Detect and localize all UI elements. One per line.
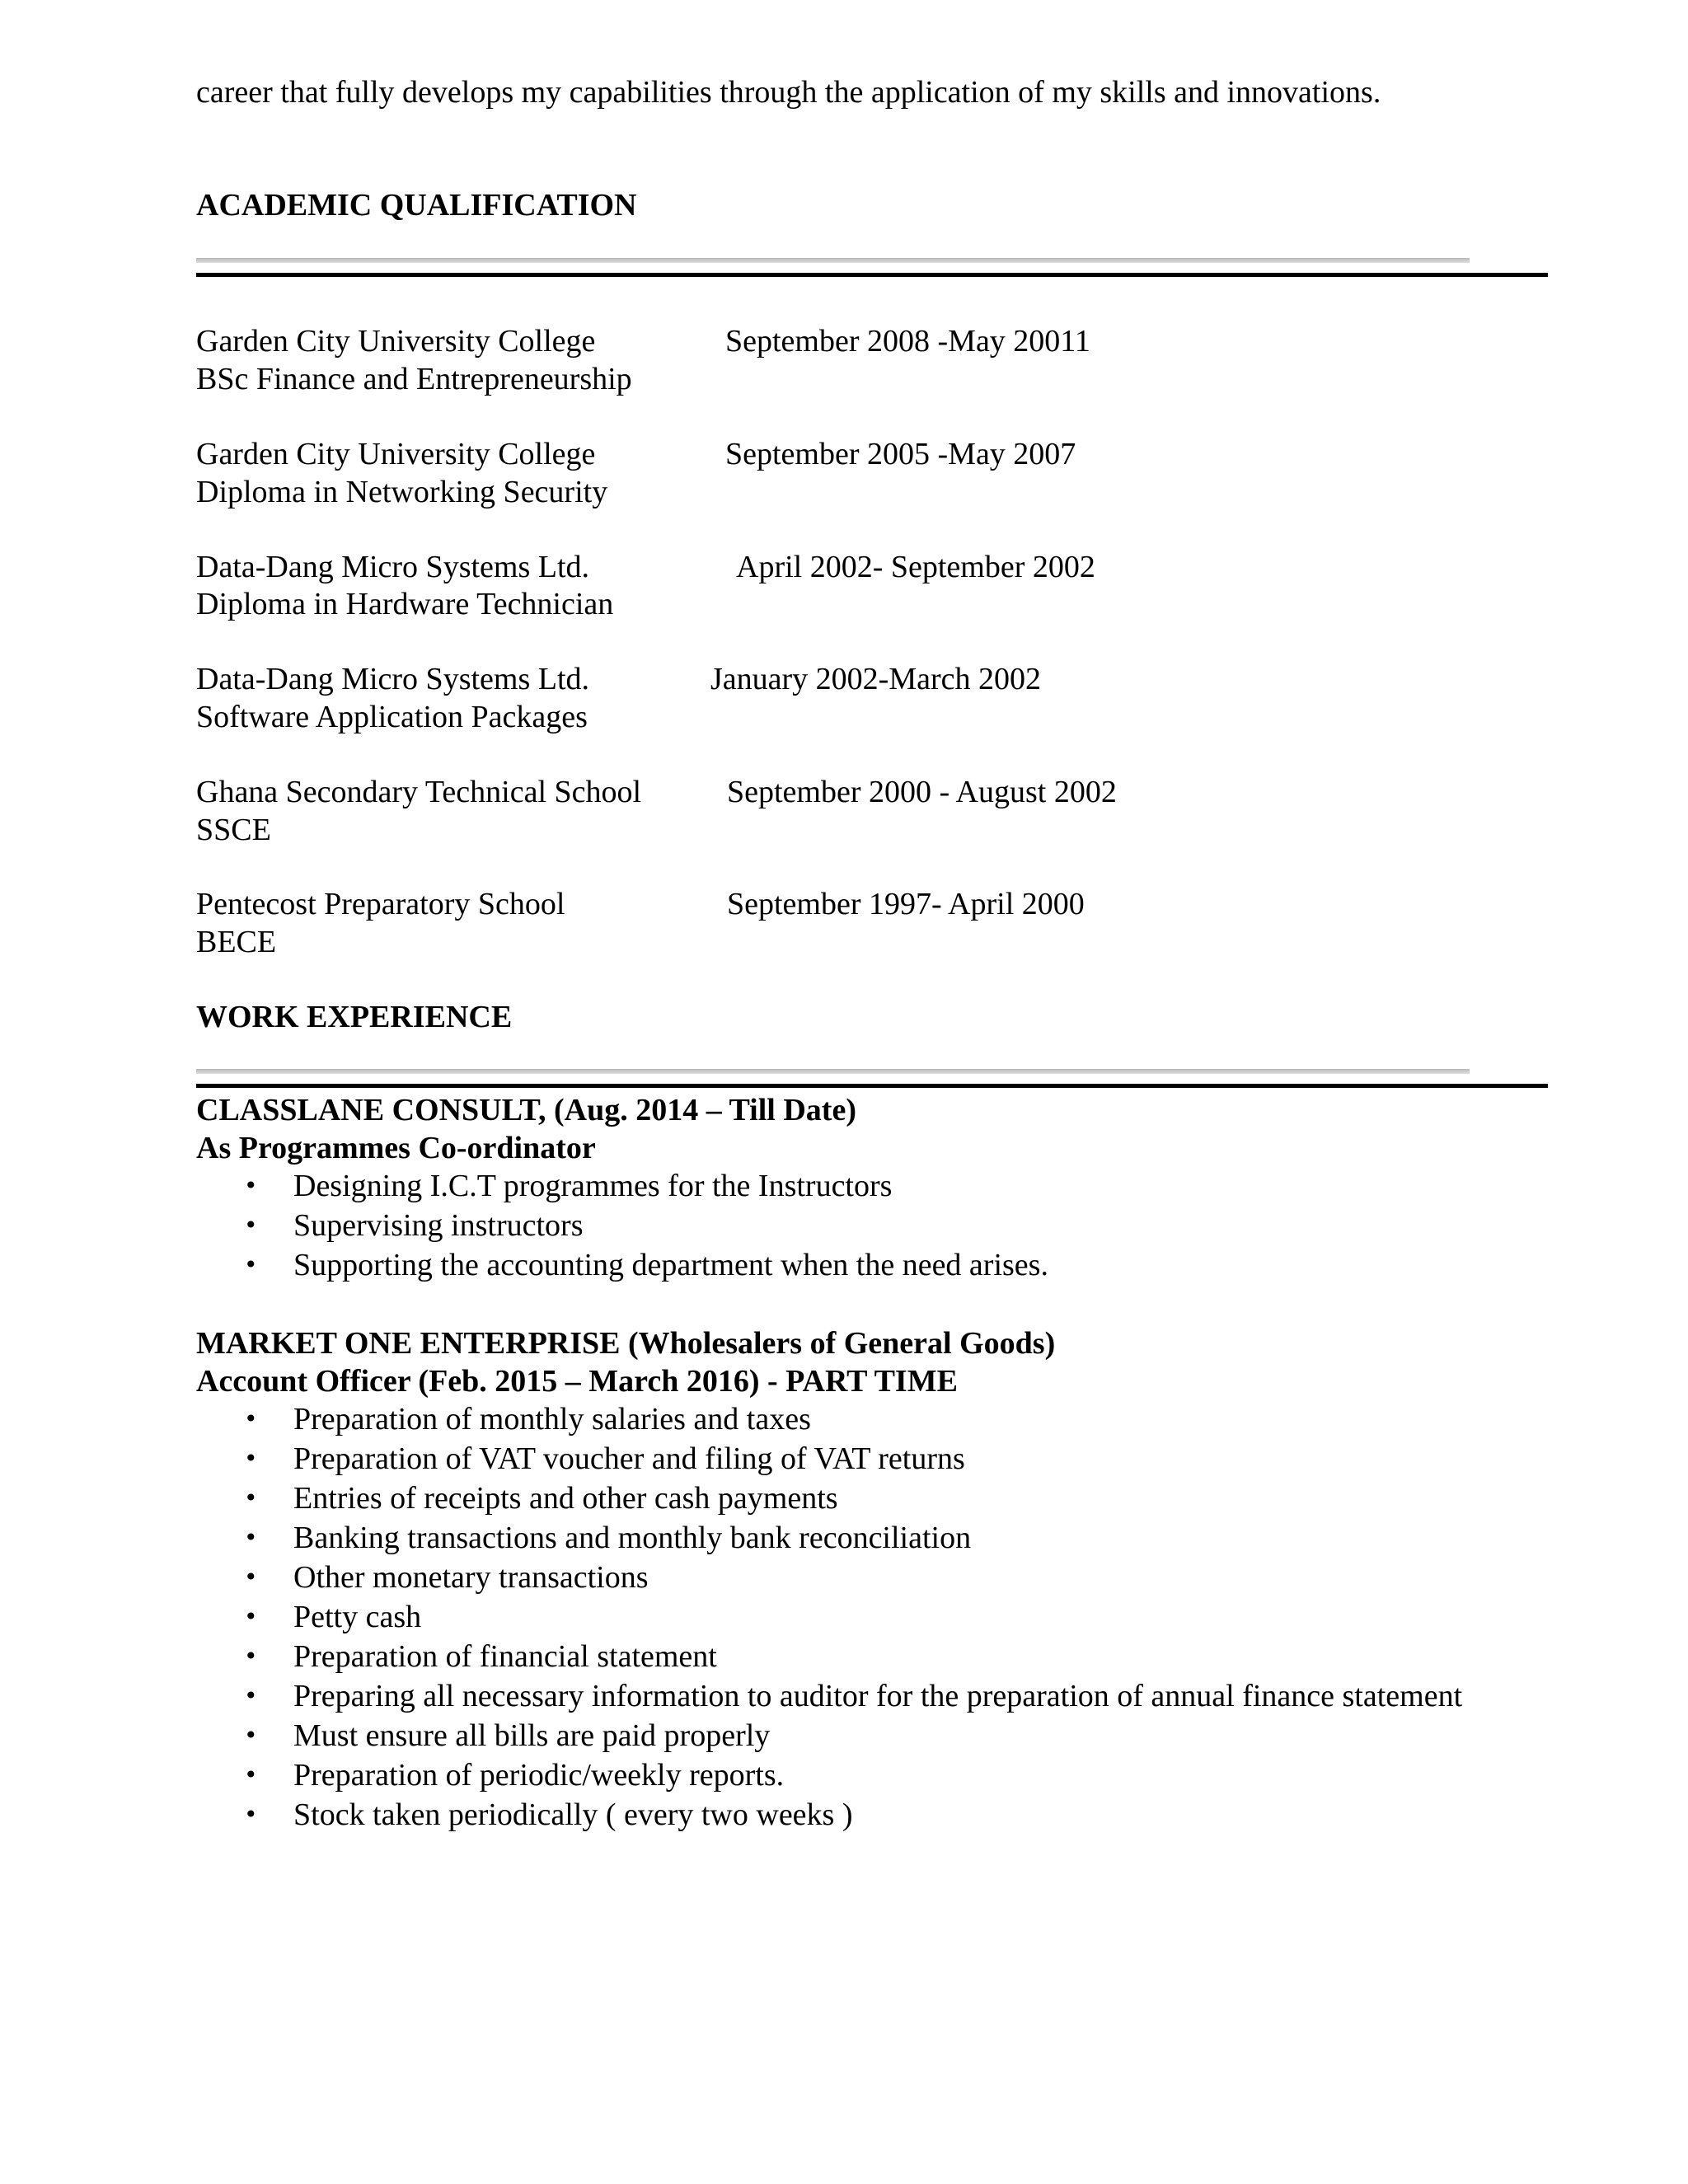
duty-item (196, 1558, 1579, 1597)
duty-text: Stock taken periodically ( every two weeks ) (293, 1797, 853, 1832)
work-heading: WORK EXPERIENCE (196, 1000, 513, 1034)
academic-divider-thin (196, 258, 1470, 263)
duty-item (196, 1399, 1579, 1439)
academic-institution: Garden City University College (196, 324, 596, 359)
academic-heading: ACADEMIC QUALIFICATION (196, 188, 637, 223)
academic-qualification: BSc Finance and Entrepreneurship (196, 362, 632, 396)
objective-text: career that fully develops my capabilities through the application of my skills and innovations. (196, 75, 1381, 110)
duty-text: Preparing all necessary information to auditor for the preparation of annual finance statement (293, 1679, 1463, 1713)
duty-item (196, 1245, 1579, 1285)
academic-institution: Pentecost Preparatory School (196, 887, 565, 921)
work-divider-thin (196, 1069, 1470, 1074)
duty-item (196, 1439, 1579, 1479)
academic-institution: Data-Dang Micro Systems Ltd. (196, 662, 590, 696)
duty-item (196, 1795, 1579, 1835)
bullet-icon: • (244, 1682, 258, 1709)
duty-text: Entries of receipts and other cash payments (293, 1481, 838, 1516)
job-company: CLASSLANE CONSULT, (Aug. 2014 – Till Date) (196, 1093, 856, 1127)
bullet-icon: • (244, 1801, 258, 1828)
academic-institution: Garden City University College (196, 437, 596, 471)
job-duties-list (196, 1399, 1579, 1835)
academic-qualification: SSCE (196, 813, 271, 847)
bullet-icon: • (244, 1563, 258, 1591)
duty-item (196, 1479, 1579, 1518)
academic-dates: September 2005 -May 2007 (725, 437, 1076, 471)
job-duties-list (196, 1166, 1579, 1285)
duty-item (196, 1716, 1579, 1755)
duty-text: Designing I.C.T programmes for the Instructors (293, 1169, 893, 1203)
job-company: MARKET ONE ENTERPRISE (Wholesalers of General Goods) (196, 1326, 1056, 1361)
work-divider-thick (196, 1084, 1548, 1088)
duty-item (196, 1637, 1579, 1676)
academic-dates: September 2008 -May 20011 (725, 324, 1090, 359)
bullet-icon: • (244, 1251, 258, 1278)
bullet-icon: • (244, 1484, 258, 1511)
academic-qualification: Software Application Packages (196, 700, 588, 734)
academic-institution: Ghana Secondary Technical School (196, 775, 642, 809)
bullet-icon: • (244, 1212, 258, 1239)
duty-item (196, 1676, 1579, 1716)
bullet-icon: • (244, 1761, 258, 1788)
academic-qualification: BECE (196, 925, 277, 959)
bullet-icon: • (244, 1603, 258, 1630)
duty-item (196, 1755, 1579, 1795)
academic-dates: September 1997- April 2000 (727, 887, 1085, 921)
bullet-icon: • (244, 1524, 258, 1551)
academic-qualification: Diploma in Networking Security (196, 475, 608, 509)
bullet-icon: • (244, 1172, 258, 1199)
academic-institution: Data-Dang Micro Systems Ltd. (196, 550, 590, 584)
academic-divider-thick (196, 273, 1548, 277)
duty-text: Preparation of VAT voucher and filing of VAT returns (293, 1441, 965, 1476)
duty-item (196, 1166, 1579, 1206)
bullet-icon: • (244, 1722, 258, 1749)
academic-dates: September 2000 - August 2002 (727, 775, 1117, 809)
duty-text: Petty cash (293, 1600, 422, 1634)
duty-text: Other monetary transactions (293, 1560, 649, 1595)
duty-text: Supervising instructors (293, 1208, 584, 1243)
job-role: As Programmes Co-ordinator (196, 1131, 596, 1165)
academic-dates: January 2002-March 2002 (710, 662, 1042, 696)
job-role: Account Officer (Feb. 2015 – March 2016) - PART TIME (196, 1364, 958, 1399)
bullet-icon: • (244, 1445, 258, 1472)
duty-item (196, 1518, 1579, 1558)
duty-item (196, 1597, 1579, 1637)
academic-qualification: Diploma in Hardware Technician (196, 587, 614, 621)
duty-text: Supporting the accounting department when the need arises. (293, 1248, 1048, 1282)
bullet-icon: • (244, 1405, 258, 1432)
duty-text: Must ensure all bills are paid properly (293, 1718, 771, 1753)
duty-text: Preparation of monthly salaries and taxes (293, 1402, 811, 1436)
duty-text: Preparation of periodic/weekly reports. (293, 1758, 785, 1793)
duty-text: Banking transactions and monthly bank reconciliation (293, 1521, 972, 1555)
bullet-icon: • (244, 1643, 258, 1670)
duty-item (196, 1206, 1579, 1245)
duty-text: Preparation of financial statement (293, 1639, 717, 1674)
academic-dates: April 2002- September 2002 (736, 550, 1095, 584)
